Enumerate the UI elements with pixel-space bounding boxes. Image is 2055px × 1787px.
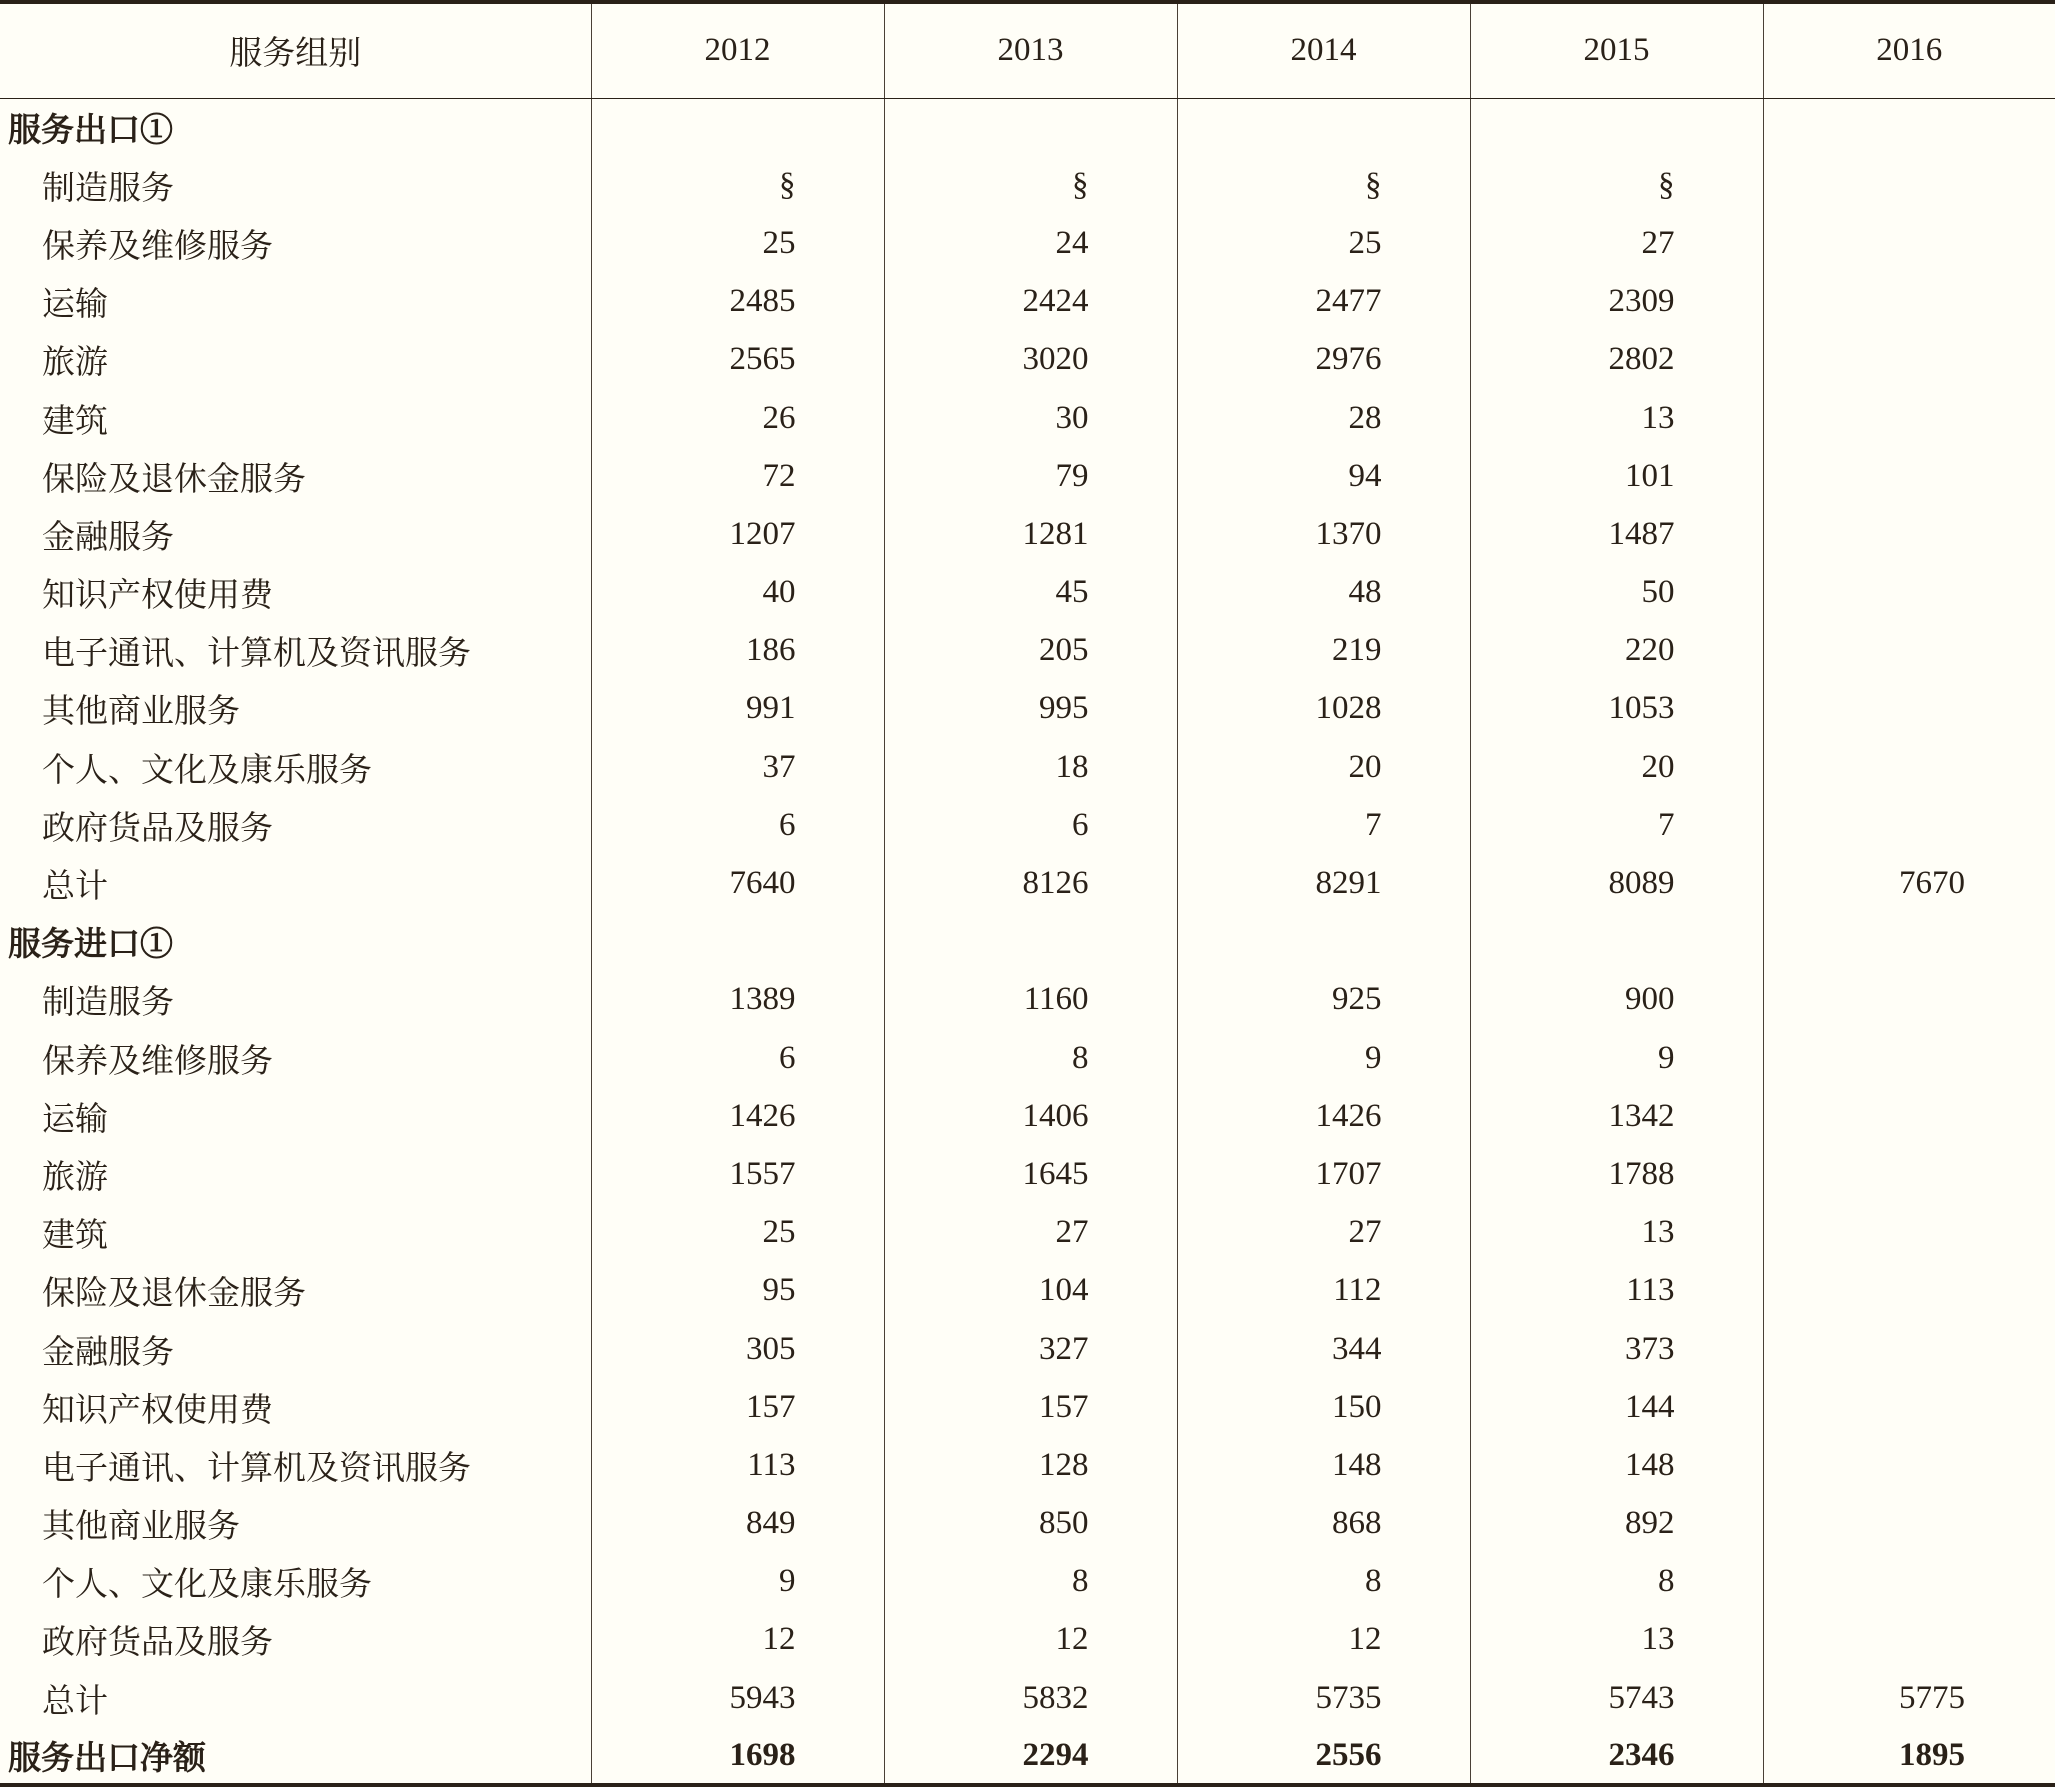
cell-2012: 1207 xyxy=(591,505,884,563)
cell-2014 xyxy=(1177,98,1470,156)
table-row xyxy=(0,1320,2055,1378)
cell-2013: 157 xyxy=(884,1378,1177,1436)
row-label: 服务出口① xyxy=(8,112,173,149)
row-label: 个人、文化及康乐服务 xyxy=(42,752,372,789)
header-year-2012: 2012 xyxy=(591,2,884,98)
cell-2013: 995 xyxy=(884,680,1177,738)
row-label: 保养及维修服务 xyxy=(42,1043,273,1080)
row-label: 旅游 xyxy=(42,1159,108,1196)
cell-2015: 220 xyxy=(1470,622,1763,680)
cell-2015: 27 xyxy=(1470,214,1763,272)
section-row xyxy=(0,913,2055,971)
table-header xyxy=(0,2,2055,98)
cell-2013: 8 xyxy=(884,1029,1177,1087)
cell-2013: 850 xyxy=(884,1495,1177,1553)
row-label: 保养及维修服务 xyxy=(42,228,273,265)
cell-2012: 1698 xyxy=(591,1727,884,1785)
cell-2016 xyxy=(1763,796,2055,854)
cell-2013: 12 xyxy=(884,1611,1177,1669)
cell-2013: 128 xyxy=(884,1436,1177,1494)
cell-2015: 13 xyxy=(1470,1204,1763,1262)
cell-2013: 1160 xyxy=(884,971,1177,1029)
cell-2015: 20 xyxy=(1470,738,1763,796)
cell-2013: 2294 xyxy=(884,1727,1177,1785)
cell-2016 xyxy=(1763,389,2055,447)
net-total-row xyxy=(0,1727,2055,1785)
cell-2016 xyxy=(1763,971,2055,1029)
cell-2014: 148 xyxy=(1177,1436,1470,1494)
row-label: 保险及退休金服务 xyxy=(42,461,306,498)
cell-2013: 79 xyxy=(884,447,1177,505)
table-row xyxy=(0,1436,2055,1494)
cell-2016 xyxy=(1763,1611,2055,1669)
cell-2013: 24 xyxy=(884,214,1177,272)
row-label: 服务出口净额 xyxy=(0,1727,591,1785)
cell-2012: 25 xyxy=(591,214,884,272)
cell-2014: 8291 xyxy=(1177,854,1470,912)
table-row xyxy=(0,1378,2055,1436)
cell-2014: 2976 xyxy=(1177,331,1470,389)
cell-2016 xyxy=(1763,1495,2055,1553)
cell-2012: 1389 xyxy=(591,971,884,1029)
cell-2016 xyxy=(1763,913,2055,971)
row-label: 金融服务 xyxy=(42,519,174,556)
row-label: 电子通讯、计算机及资讯服务 xyxy=(42,1450,471,1487)
header-row xyxy=(0,2,2055,98)
cell-2012: 991 xyxy=(591,680,884,738)
cell-2014: 2477 xyxy=(1177,273,1470,331)
cell-2016 xyxy=(1763,1436,2055,1494)
cell-2014: 219 xyxy=(1177,622,1470,680)
cell-2014: 344 xyxy=(1177,1320,1470,1378)
cell-2014: 27 xyxy=(1177,1204,1470,1262)
cell-2014: 925 xyxy=(1177,971,1470,1029)
cell-2015: 8089 xyxy=(1470,854,1763,912)
cell-2014: 1707 xyxy=(1177,1145,1470,1203)
cell-2012: 7640 xyxy=(591,854,884,912)
header-year-2016: 2016 xyxy=(1763,2,2055,98)
cell-2016: 7670 xyxy=(1763,854,2055,912)
cell-2012: 186 xyxy=(591,622,884,680)
table-row xyxy=(0,214,2055,272)
cell-2016 xyxy=(1763,1320,2055,1378)
row-label: 制造服务 xyxy=(42,170,174,207)
cell-2012: 305 xyxy=(591,1320,884,1378)
cell-2014: 5735 xyxy=(1177,1669,1470,1727)
cell-2014: 12 xyxy=(1177,1611,1470,1669)
cell-2016 xyxy=(1763,273,2055,331)
cell-2013: 1645 xyxy=(884,1145,1177,1203)
section-row xyxy=(0,98,2055,156)
cell-2015: 13 xyxy=(1470,389,1763,447)
cell-2012: 5943 xyxy=(591,1669,884,1727)
cell-2012: § xyxy=(591,156,884,214)
header-year-2014: 2014 xyxy=(1177,2,1470,98)
cell-2015: 1342 xyxy=(1470,1087,1763,1145)
cell-2015: 101 xyxy=(1470,447,1763,505)
row-label: 金融服务 xyxy=(42,1334,174,1371)
cell-2016 xyxy=(1763,1204,2055,1262)
row-label: 知识产权使用费 xyxy=(42,578,273,615)
cell-2013: 205 xyxy=(884,622,1177,680)
cell-2013: 18 xyxy=(884,738,1177,796)
cell-2015: 8 xyxy=(1470,1553,1763,1611)
cell-2013: § xyxy=(884,156,1177,214)
cell-2014: 868 xyxy=(1177,1495,1470,1553)
table-row xyxy=(0,1262,2055,1320)
cell-2014: 1426 xyxy=(1177,1087,1470,1145)
table-row xyxy=(0,447,2055,505)
row-label: 知识产权使用费 xyxy=(42,1392,273,1429)
cell-2015: 7 xyxy=(1470,796,1763,854)
cell-2016 xyxy=(1763,98,2055,156)
cell-2013: 6 xyxy=(884,796,1177,854)
cell-2015: 1788 xyxy=(1470,1145,1763,1203)
row-label: 服务进口① xyxy=(8,927,173,964)
cell-2013: 27 xyxy=(884,1204,1177,1262)
table-row xyxy=(0,1145,2055,1203)
table-row xyxy=(0,971,2055,1029)
cell-2016 xyxy=(1763,1262,2055,1320)
cell-2013 xyxy=(884,913,1177,971)
table-row xyxy=(0,738,2055,796)
cell-2012 xyxy=(591,98,884,156)
row-label: 总计 xyxy=(42,1683,108,1720)
row-label: 制造服务 xyxy=(42,985,174,1022)
row-label: 政府货品及服务 xyxy=(42,810,273,847)
cell-2015: 892 xyxy=(1470,1495,1763,1553)
cell-2016 xyxy=(1763,564,2055,622)
cell-2012: 157 xyxy=(591,1378,884,1436)
table-row xyxy=(0,622,2055,680)
table-row xyxy=(0,564,2055,622)
row-label: 建筑 xyxy=(42,403,108,440)
cell-2015: § xyxy=(1470,156,1763,214)
cell-2014: 1028 xyxy=(1177,680,1470,738)
cell-2013: 104 xyxy=(884,1262,1177,1320)
table-row xyxy=(0,505,2055,563)
header-year-2013: 2013 xyxy=(884,2,1177,98)
cell-2015: 900 xyxy=(1470,971,1763,1029)
cell-2015: 113 xyxy=(1470,1262,1763,1320)
cell-2012: 72 xyxy=(591,447,884,505)
cell-2014: 25 xyxy=(1177,214,1470,272)
cell-2012: 25 xyxy=(591,1204,884,1262)
cell-2013: 45 xyxy=(884,564,1177,622)
row-label: 总计 xyxy=(42,869,108,906)
cell-2015: 13 xyxy=(1470,1611,1763,1669)
table-row xyxy=(0,680,2055,738)
table-row xyxy=(0,1495,2055,1553)
row-label: 政府货品及服务 xyxy=(42,1625,273,1662)
cell-2014: 112 xyxy=(1177,1262,1470,1320)
row-label: 旅游 xyxy=(42,345,108,382)
cell-2012: 12 xyxy=(591,1611,884,1669)
table-row xyxy=(0,156,2055,214)
cell-2014: 9 xyxy=(1177,1029,1470,1087)
cell-2014: 1370 xyxy=(1177,505,1470,563)
cell-2014: 7 xyxy=(1177,796,1470,854)
cell-2012: 1557 xyxy=(591,1145,884,1203)
cell-2016 xyxy=(1763,1087,2055,1145)
cell-2015: 9 xyxy=(1470,1029,1763,1087)
cell-2013: 3020 xyxy=(884,331,1177,389)
cell-2013: 30 xyxy=(884,389,1177,447)
cell-2014: 20 xyxy=(1177,738,1470,796)
cell-2016: 5775 xyxy=(1763,1669,2055,1727)
cell-2015: 2346 xyxy=(1470,1727,1763,1785)
table-row xyxy=(0,1087,2055,1145)
cell-2015: 2802 xyxy=(1470,331,1763,389)
cell-2016 xyxy=(1763,1553,2055,1611)
cell-2016 xyxy=(1763,1029,2055,1087)
cell-2012: 849 xyxy=(591,1495,884,1553)
cell-2014: 48 xyxy=(1177,564,1470,622)
cell-2012: 26 xyxy=(591,389,884,447)
table-row xyxy=(0,331,2055,389)
cell-2014: 8 xyxy=(1177,1553,1470,1611)
cell-2016 xyxy=(1763,331,2055,389)
cell-2014 xyxy=(1177,913,1470,971)
cell-2014: 2556 xyxy=(1177,1727,1470,1785)
table-row xyxy=(0,1553,2055,1611)
cell-2012 xyxy=(591,913,884,971)
cell-2012: 113 xyxy=(591,1436,884,1494)
cell-2016 xyxy=(1763,156,2055,214)
cell-2012: 37 xyxy=(591,738,884,796)
cell-2013: 1406 xyxy=(884,1087,1177,1145)
table-row xyxy=(0,1669,2055,1727)
cell-2015: 5743 xyxy=(1470,1669,1763,1727)
cell-2015: 1053 xyxy=(1470,680,1763,738)
row-label: 电子通讯、计算机及资讯服务 xyxy=(42,636,471,673)
cell-2013: 1281 xyxy=(884,505,1177,563)
cell-2015: 1487 xyxy=(1470,505,1763,563)
table-row xyxy=(0,796,2055,854)
cell-2014: 94 xyxy=(1177,447,1470,505)
row-label: 建筑 xyxy=(42,1218,108,1255)
cell-2016 xyxy=(1763,1145,2055,1203)
cell-2015 xyxy=(1470,913,1763,971)
cell-2013 xyxy=(884,98,1177,156)
cell-2012: 9 xyxy=(591,1553,884,1611)
cell-2012: 6 xyxy=(591,1029,884,1087)
cell-2013: 2424 xyxy=(884,273,1177,331)
cell-2013: 5832 xyxy=(884,1669,1177,1727)
cell-2012: 6 xyxy=(591,796,884,854)
row-label: 其他商业服务 xyxy=(42,694,240,731)
cell-2014: 28 xyxy=(1177,389,1470,447)
row-label: 个人、文化及康乐服务 xyxy=(42,1567,372,1604)
cell-2012: 40 xyxy=(591,564,884,622)
cell-2016 xyxy=(1763,505,2055,563)
cell-2013: 327 xyxy=(884,1320,1177,1378)
table-row xyxy=(0,1204,2055,1262)
cell-2016 xyxy=(1763,738,2055,796)
cell-2015 xyxy=(1470,98,1763,156)
cell-2016: 1895 xyxy=(1763,1727,2055,1785)
cell-2015: 50 xyxy=(1470,564,1763,622)
cell-2012: 2485 xyxy=(591,273,884,331)
cell-2016 xyxy=(1763,1378,2055,1436)
row-label: 运输 xyxy=(42,1101,108,1138)
table-row xyxy=(0,273,2055,331)
cell-2016 xyxy=(1763,447,2055,505)
table-row xyxy=(0,389,2055,447)
row-label: 保险及退休金服务 xyxy=(42,1276,306,1313)
cell-2014: 150 xyxy=(1177,1378,1470,1436)
cell-2016 xyxy=(1763,214,2055,272)
cell-2013: 8 xyxy=(884,1553,1177,1611)
cell-2016 xyxy=(1763,680,2055,738)
cell-2016 xyxy=(1763,622,2055,680)
table-row xyxy=(0,854,2055,912)
cell-2012: 2565 xyxy=(591,331,884,389)
cell-2013: 8126 xyxy=(884,854,1177,912)
header-label: 服务组别 xyxy=(0,2,591,98)
cell-2015: 2309 xyxy=(1470,273,1763,331)
table-body xyxy=(0,98,2055,1785)
table-row xyxy=(0,1611,2055,1669)
cell-2015: 144 xyxy=(1470,1378,1763,1436)
row-label: 其他商业服务 xyxy=(42,1509,240,1546)
row-label: 运输 xyxy=(42,287,108,324)
table-row xyxy=(0,1029,2055,1087)
cell-2015: 373 xyxy=(1470,1320,1763,1378)
cell-2012: 95 xyxy=(591,1262,884,1320)
cell-2014: § xyxy=(1177,156,1470,214)
header-year-2015: 2015 xyxy=(1470,2,1763,98)
cell-2015: 148 xyxy=(1470,1436,1763,1494)
cell-2012: 1426 xyxy=(591,1087,884,1145)
